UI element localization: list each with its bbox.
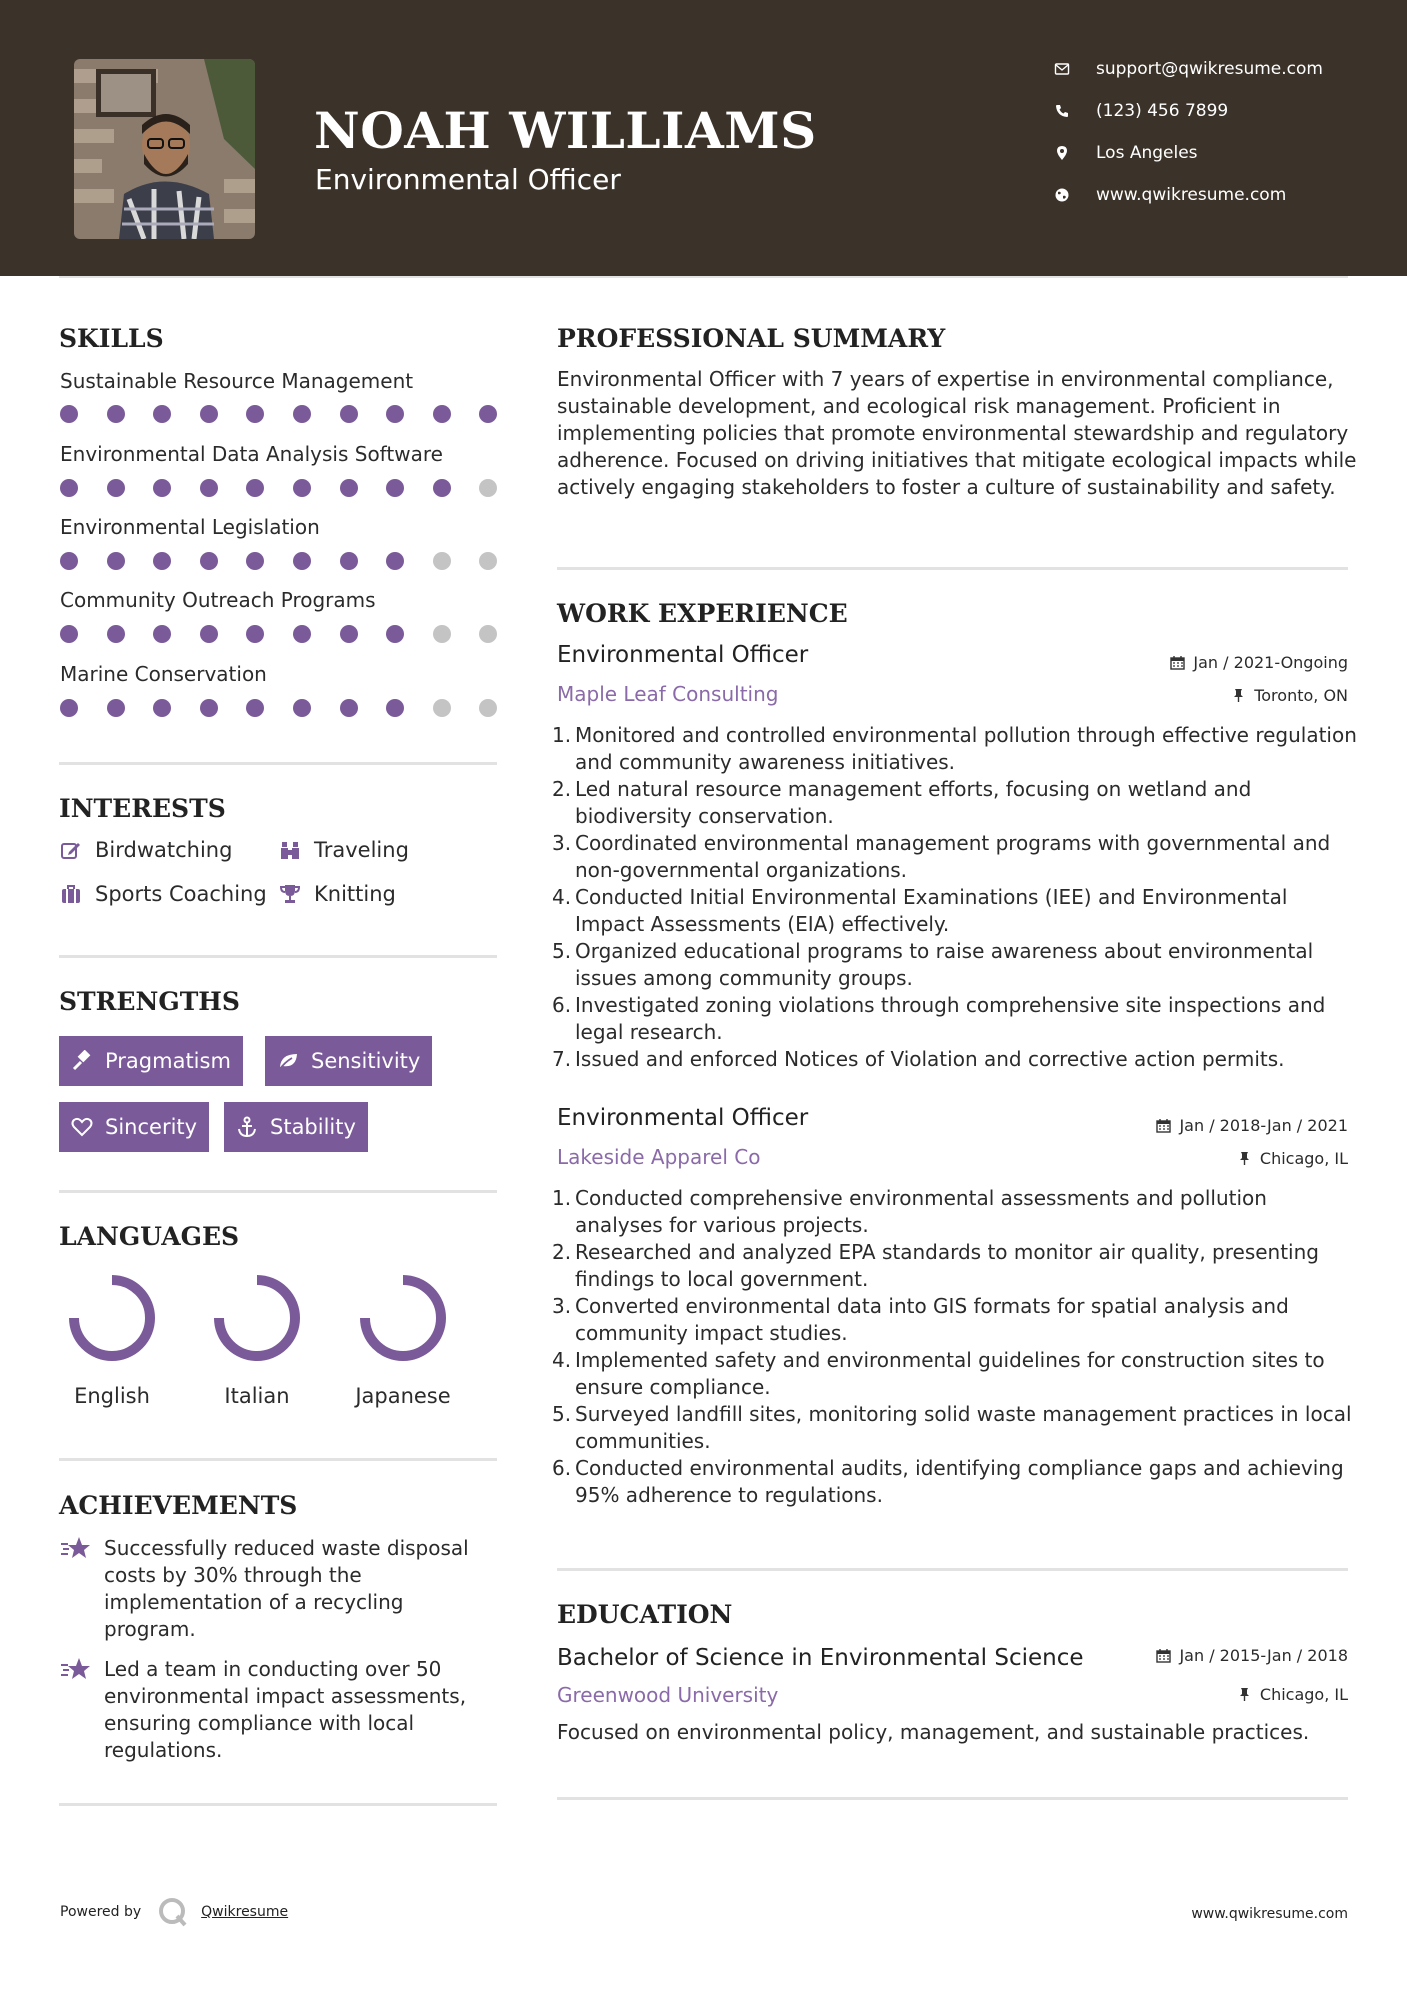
- language-item: [343, 1272, 463, 1408]
- gavel-icon: [71, 1050, 93, 1072]
- interests-heading: INTERESTS: [59, 794, 226, 823]
- calendar-icon: [1170, 655, 1185, 670]
- language-name: Italian: [224, 1384, 290, 1408]
- list-item: 5. Surveyed landfill sites, monitoring solid waste management practices in local communities.: [552, 1402, 1352, 1453]
- list-item: 6. Conducted environmental audits, identifying compliance gaps and achieving 95% adherence to regulations.: [552, 1456, 1344, 1507]
- strength-badge: [59, 1036, 243, 1086]
- achievement-text: Successfully reduced waste disposal costs by 30% through the implementation of a recycling program.: [104, 1536, 469, 1641]
- skill-dot-filled: [386, 552, 404, 570]
- language-arc: [74, 1280, 150, 1356]
- list-item: 4. Conducted Initial Environmental Examinations (IEE) and Environmental Impact Assessments (EIA) effectively.: [552, 885, 1288, 936]
- skill-dot-filled: [107, 552, 125, 570]
- skill-rating: [60, 699, 498, 717]
- skill-label: Environmental Data Analysis Software: [60, 442, 443, 466]
- job-date: [1156, 1116, 1348, 1135]
- list-item: 1. Monitored and controlled environmental pollution through effective regulation and community awareness initiatives.: [552, 723, 1357, 774]
- pushpin-icon: [1237, 1687, 1252, 1702]
- calendar-icon: [1156, 1648, 1171, 1663]
- language-ring: [211, 1272, 303, 1364]
- skill-label: Community Outreach Programs: [60, 588, 376, 612]
- contact-phone-text: (123) 456 7899: [1096, 101, 1229, 121]
- section-divider: [59, 1803, 497, 1806]
- languages-heading: LANGUAGES: [59, 1222, 240, 1251]
- qwikresume-logo-icon: [157, 1896, 189, 1928]
- skills-heading: SKILLS: [59, 324, 164, 353]
- section-divider: [557, 567, 1348, 570]
- language-name: Japanese: [355, 1384, 451, 1408]
- skill-dot-filled: [386, 699, 404, 717]
- section-divider: [557, 1797, 1348, 1800]
- skill-dot-filled: [433, 479, 451, 497]
- skill-dot-filled: [153, 699, 171, 717]
- section-divider: [59, 1190, 497, 1193]
- language-name: English: [74, 1384, 150, 1408]
- job-date: [1170, 653, 1348, 672]
- language-arc: [365, 1280, 441, 1356]
- strength-badge: [59, 1102, 209, 1152]
- contact-website-text: www.qwikresume.com: [1096, 185, 1287, 205]
- education-heading: EDUCATION: [557, 1600, 733, 1629]
- skill-dot-filled: [246, 625, 264, 643]
- skill-dot-filled: [153, 405, 171, 423]
- skill-dot-filled: [107, 699, 125, 717]
- summary-heading: PROFESSIONAL SUMMARY: [557, 324, 946, 353]
- section-divider: [557, 1568, 1348, 1571]
- contact-location: [1052, 143, 1198, 163]
- list-item: 3. Converted environmental data into GIS formats for spatial analysis and community impact studies.: [552, 1294, 1289, 1345]
- skill-dot-filled: [200, 552, 218, 570]
- heart-icon: [71, 1116, 93, 1138]
- anchor-icon: [236, 1116, 258, 1138]
- star-icon: [60, 1656, 92, 1684]
- strength-badge: [265, 1036, 432, 1086]
- skill-rating: [60, 479, 498, 497]
- strength-label: Sincerity: [105, 1115, 198, 1139]
- interest-label: Knitting: [314, 882, 396, 906]
- skill-rating: [60, 625, 498, 643]
- resume-header: [0, 0, 1407, 276]
- skill-dot-filled: [246, 699, 264, 717]
- interest-item: [59, 838, 232, 862]
- envelope-icon: [1052, 59, 1072, 79]
- language-item: [197, 1272, 317, 1408]
- list-item: 5. Organized educational programs to raise awareness about environmental issues among community groups.: [552, 939, 1314, 990]
- contact-website[interactable]: [1052, 185, 1286, 205]
- qwikresume-link[interactable]: Qwikresume: [201, 1904, 289, 1920]
- skill-dot-empty: [433, 625, 451, 643]
- profile-photo: [74, 59, 255, 239]
- phone-icon: [1052, 101, 1072, 121]
- skill-dot-filled: [293, 405, 311, 423]
- skill-dot-filled: [153, 552, 171, 570]
- language-ring: [66, 1272, 158, 1364]
- skill-dot-filled: [433, 405, 451, 423]
- map-pin-icon: [1052, 143, 1072, 163]
- list-item: 4. Implemented safety and environmental guidelines for construction sites to ensure compliance.: [552, 1348, 1325, 1399]
- skill-dot-filled: [293, 552, 311, 570]
- skill-dot-filled: [153, 479, 171, 497]
- interest-item: [59, 882, 267, 906]
- contact-phone[interactable]: [1052, 101, 1228, 121]
- interest-item: [278, 882, 396, 906]
- skill-dot-filled: [107, 479, 125, 497]
- achievement-item: [60, 1535, 500, 1643]
- skill-dot-filled: [340, 699, 358, 717]
- skill-dot-filled: [479, 405, 497, 423]
- skill-dot-filled: [340, 625, 358, 643]
- job-location-text: Toronto, ON: [1254, 686, 1348, 705]
- skill-dot-filled: [153, 625, 171, 643]
- skill-dot-filled: [386, 625, 404, 643]
- company-name: Maple Leaf Consulting: [557, 682, 779, 706]
- education-date-text: Jan / 2015-Jan / 2018: [1179, 1646, 1348, 1665]
- list-item: 2. Researched and analyzed EPA standards to monitor air quality, presenting findings to local government.: [552, 1240, 1319, 1291]
- list-item: 6. Investigated zoning violations through comprehensive site inspections and legal research.: [552, 993, 1326, 1044]
- list-item: 1. Conducted comprehensive environmental assessments and pollution analyses for various projects.: [552, 1186, 1267, 1237]
- company-name: Lakeside Apparel Co: [557, 1145, 761, 1169]
- skill-dot-filled: [60, 625, 78, 643]
- calendar-icon: [1156, 1118, 1171, 1133]
- section-divider: [59, 955, 497, 958]
- skill-dot-filled: [340, 479, 358, 497]
- skill-dot-filled: [293, 625, 311, 643]
- experience-heading: WORK EXPERIENCE: [557, 599, 848, 628]
- skill-dot-filled: [107, 625, 125, 643]
- globe-icon: [1052, 185, 1072, 205]
- skill-dot-filled: [200, 625, 218, 643]
- skill-dot-filled: [107, 405, 125, 423]
- responsibilities-list: [552, 1185, 1360, 1509]
- list-item: 2. Led natural resource management efforts, focusing on wetland and biodiversity conservation.: [552, 777, 1252, 828]
- pencil-square-icon: [59, 838, 83, 862]
- skill-dot-filled: [60, 405, 78, 423]
- skill-dot-empty: [479, 699, 497, 717]
- education-description: Focused on environmental policy, management, and sustainable practices.: [557, 1720, 1310, 1744]
- strength-label: Sensitivity: [311, 1049, 421, 1073]
- section-divider: [59, 762, 497, 765]
- strengths-heading: STRENGTHS: [59, 987, 240, 1016]
- skill-dot-filled: [246, 405, 264, 423]
- education-location-text: Chicago, IL: [1259, 1685, 1348, 1704]
- job-title: Environmental Officer: [557, 1105, 809, 1131]
- achievement-item: [60, 1656, 500, 1764]
- header-divider: [59, 276, 1348, 278]
- skill-dot-filled: [340, 552, 358, 570]
- skill-dot-filled: [293, 699, 311, 717]
- interest-label: Traveling: [314, 838, 409, 862]
- language-ring: [357, 1272, 449, 1364]
- skill-rating: [60, 405, 498, 423]
- responsibilities-list: [552, 722, 1360, 1073]
- pushpin-icon: [1237, 1151, 1252, 1166]
- footer-powered-by: [60, 1896, 288, 1928]
- skill-dot-filled: [386, 479, 404, 497]
- trophy-icon: [278, 882, 302, 906]
- education-date: [1156, 1646, 1348, 1665]
- school-name: Greenwood University: [557, 1683, 779, 1707]
- language-arc: [219, 1280, 295, 1356]
- briefcase-icon: [59, 882, 83, 906]
- job-date-text: Jan / 2018-Jan / 2021: [1179, 1116, 1348, 1135]
- job-title: Environmental Officer: [557, 642, 809, 668]
- star-icon: [60, 1535, 92, 1563]
- strength-label: Stability: [270, 1115, 356, 1139]
- skill-dot-filled: [246, 479, 264, 497]
- list-item: 3. Coordinated environmental management programs with governmental and non-governmental organizations.: [552, 831, 1331, 882]
- skill-label: Sustainable Resource Management: [60, 369, 414, 393]
- footer-url[interactable]: www.qwikresume.com: [1191, 1906, 1348, 1922]
- candidate-title: Environmental Officer: [315, 163, 621, 196]
- skill-dot-filled: [200, 479, 218, 497]
- strength-label: Pragmatism: [105, 1049, 231, 1073]
- job-location: [1231, 686, 1348, 705]
- education-location: [1237, 1685, 1348, 1704]
- skill-dot-filled: [386, 405, 404, 423]
- pushpin-icon: [1231, 688, 1246, 703]
- skill-dot-filled: [60, 699, 78, 717]
- skill-dot-empty: [479, 625, 497, 643]
- job-location-text: Chicago, IL: [1259, 1149, 1348, 1168]
- list-item: 7. Issued and enforced Notices of Violation and corrective action permits.: [552, 1047, 1285, 1071]
- skill-dot-filled: [60, 552, 78, 570]
- skill-dot-empty: [479, 479, 497, 497]
- skill-rating: [60, 552, 498, 570]
- skill-dot-filled: [340, 405, 358, 423]
- section-divider: [59, 1458, 497, 1461]
- candidate-name: NOAH WILLIAMS: [314, 101, 817, 160]
- achievements-heading: ACHIEVEMENTS: [59, 1491, 298, 1520]
- leaf-icon: [277, 1050, 299, 1072]
- skill-dot-empty: [479, 552, 497, 570]
- skill-label: Environmental Legislation: [60, 515, 320, 539]
- skill-dot-filled: [293, 479, 311, 497]
- skill-dot-filled: [200, 405, 218, 423]
- strength-badge: [224, 1102, 368, 1152]
- contact-location-text: Los Angeles: [1096, 143, 1198, 163]
- skill-dot-empty: [433, 699, 451, 717]
- binoculars-icon: [278, 838, 302, 862]
- job-location: [1237, 1149, 1348, 1168]
- powered-by-text: Powered by: [60, 1904, 142, 1920]
- degree-title: Bachelor of Science in Environmental Science: [557, 1645, 1084, 1671]
- contact-email[interactable]: [1052, 59, 1323, 79]
- skill-dot-empty: [433, 552, 451, 570]
- skill-dot-filled: [60, 479, 78, 497]
- language-item: [52, 1272, 172, 1408]
- interest-item: [278, 838, 409, 862]
- summary-text: Environmental Officer with 7 years of expertise in environmental compliance, sustainable development, and ecological risk management. Proficient in implementing policies that promote environmental stewardship and regulatory adherence. Focused on driving initiatives that mitigate ecological impacts while actively engaging stakeholders to foster a culture of sustainability and safety.: [557, 367, 1357, 499]
- achievement-text: Led a team in conducting over 50 environmental impact assessments, ensuring compliance with local regulations.: [104, 1657, 467, 1762]
- skill-dot-filled: [200, 699, 218, 717]
- job-date-text: Jan / 2021-Ongoing: [1193, 653, 1348, 672]
- interest-label: Birdwatching: [95, 838, 233, 862]
- contact-email-text: support@qwikresume.com: [1096, 59, 1323, 79]
- interest-label: Sports Coaching: [95, 882, 267, 906]
- skill-dot-filled: [246, 552, 264, 570]
- skill-label: Marine Conservation: [60, 662, 267, 686]
